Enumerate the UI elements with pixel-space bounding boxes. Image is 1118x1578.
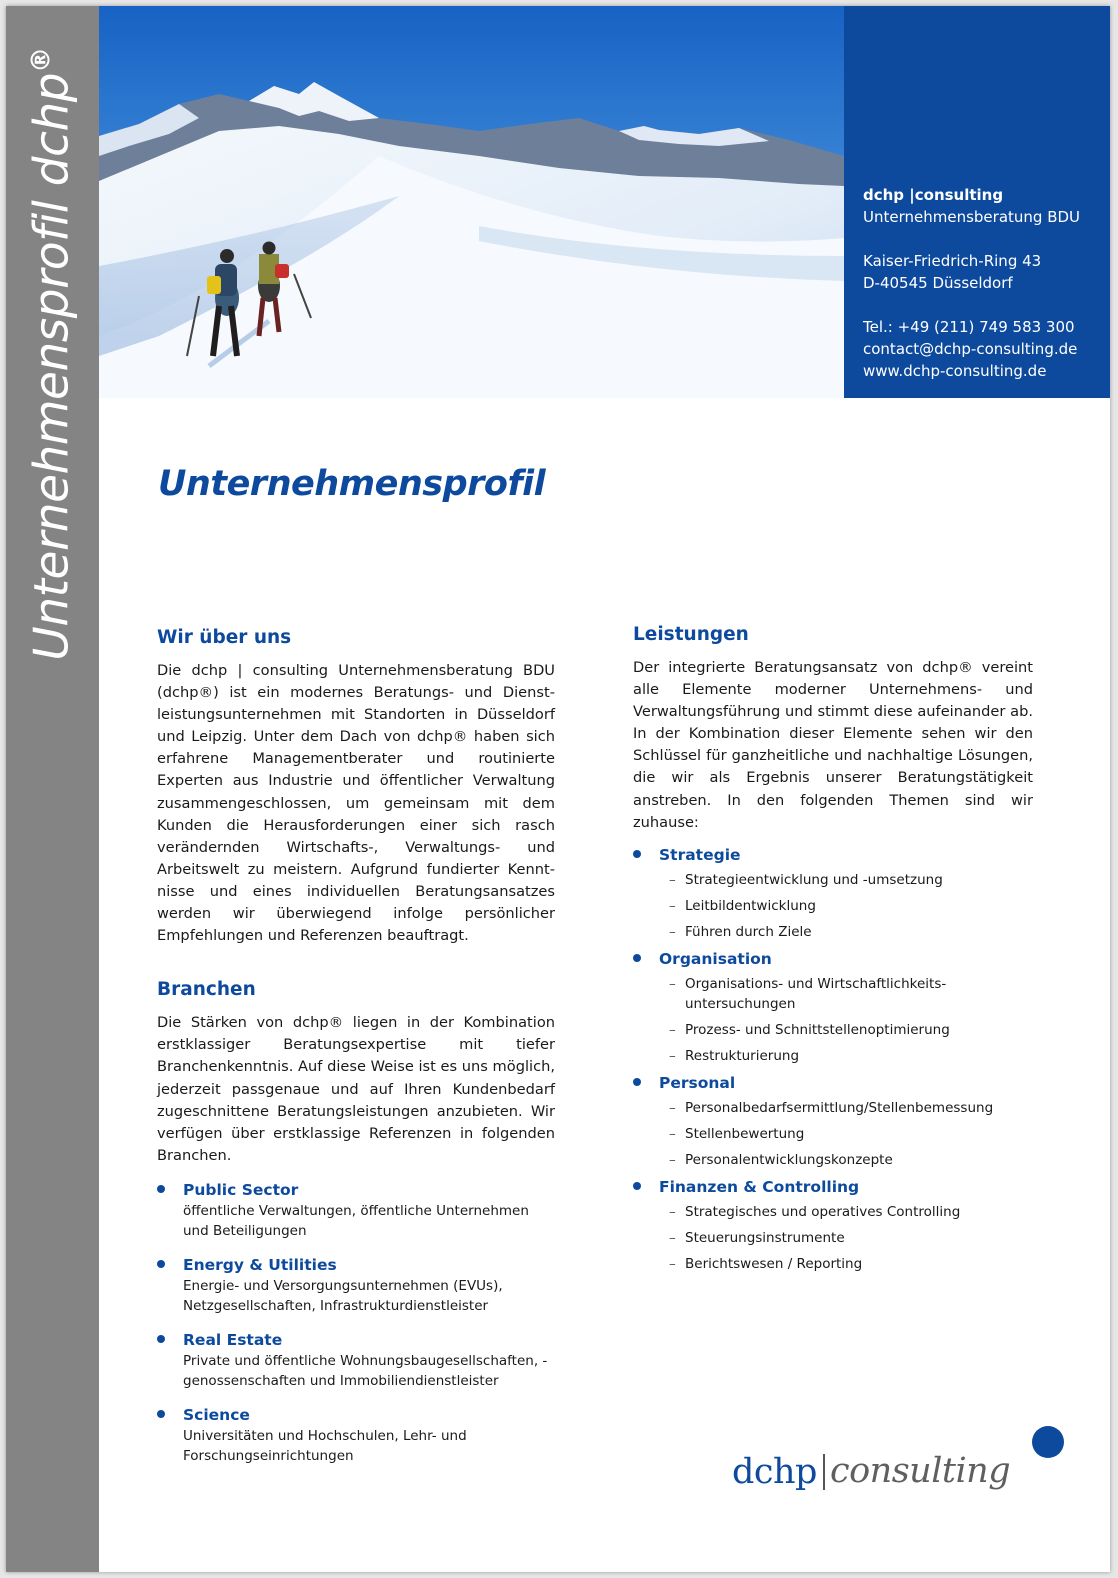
leistung-title: Finanzen & Controlling — [659, 1177, 860, 1196]
list-item — [633, 1176, 1033, 1274]
document-page — [6, 6, 1110, 1572]
sub-item: – Stellenbewertung — [669, 1125, 805, 1142]
branche-title: Public Sector — [183, 1180, 299, 1199]
leistung-title: Strategie — [659, 845, 741, 864]
logo-text-left: dchp — [732, 1452, 817, 1492]
branchen-list — [157, 1179, 555, 1466]
branchen-heading: Branchen — [157, 979, 256, 1001]
bullet-icon — [157, 1185, 165, 1193]
bullet-icon — [633, 850, 641, 858]
contact-tagline: Unternehmensberatung BDU — [863, 208, 1081, 226]
sub-item: – Leitbildentwicklung — [669, 897, 816, 914]
branche-desc: Private und öffentliche Wohnungsbaugesellschaften, -genossenschaften und Immobiliendienstleister — [183, 1352, 548, 1389]
sub-item: – Organisations- und Wirtschaftlichkeits-untersuchungen — [669, 975, 947, 1012]
sub-item: – Restrukturierung — [669, 1047, 800, 1064]
bullet-icon — [633, 1182, 641, 1190]
about-body: Die dchp | consulting Unternehmensberatung BDU (dchp®) ist ein modernes Beratungs- und Dienstleistungsunternehmen mit Standorten in Düsseldorf und Leipzig. Unter dem Dach von dchp® haben sich erfahrene Managementberater und routinierte Experten aus Industrie und öffentlicher Verwaltung zusammengeschlossen, um gemeinsam mit dem Kunden die Herausforderungen einer sich rasch verändernden Wirtschafts-, Verwaltungs- und Arbeitswelt zu meistern. Aufgrund fundierter Kenntnisse und eines individuellen Beratungsansatzes werden wir überwiegend infolge persönlicher Empfehlungen und Referenzen beauftragt. — [157, 662, 555, 945]
logo-divider — [823, 1454, 825, 1490]
leistungen-list — [633, 844, 1033, 1274]
left-column — [157, 626, 555, 1466]
branche-desc: Universitäten und Hochschulen, Lehr- und Forschungseinrichtungen — [183, 1427, 467, 1464]
bullet-icon — [633, 1078, 641, 1086]
sub-list — [659, 870, 1033, 942]
list-item — [157, 1254, 555, 1316]
sub-item: – Prozess- und Schnittstellenoptimierung — [669, 1021, 950, 1038]
sub-item: – Personalentwicklungskonzepte — [669, 1151, 893, 1168]
sub-list — [659, 974, 1033, 1066]
sub-list — [659, 1202, 1033, 1274]
about-heading: Wir über uns — [157, 627, 292, 648]
logo-text-right: consulting — [830, 1451, 1011, 1491]
page-title: Unternehmensprofil — [158, 464, 546, 504]
branche-title: Energy & Utilities — [183, 1255, 337, 1274]
side-title: Unternehmensprofil dchp® — [24, 47, 80, 661]
list-item — [157, 1179, 555, 1241]
leistung-title: Personal — [659, 1073, 736, 1092]
bullet-icon — [157, 1410, 165, 1418]
sub-item: – Strategieentwicklung und -umsetzung — [669, 871, 943, 888]
contact-city: D-40545 Düsseldorf — [863, 274, 1013, 292]
branche-title: Science — [183, 1405, 250, 1424]
list-item — [633, 1072, 1033, 1170]
sub-list — [659, 1098, 1033, 1170]
bullet-icon — [633, 954, 641, 962]
list-item — [633, 844, 1033, 942]
sub-item: – Steuerungsinstrumente — [669, 1229, 845, 1246]
list-item — [633, 948, 1033, 1066]
leistung-title: Organisation — [659, 949, 772, 968]
contact-box — [844, 6, 1110, 398]
branchen-body: Die Stärken von dchp® liegen in der Kombination erstklassiger Beratungsexpertise mit tiefer Branchenkenntnis. Auf diese Weise ist es uns möglich, jederzeit passgenaue und auf Ihren Kundenbedarf zugeschnittene Beratungsleistungen anzubieten. Wir verfügen über erstklassige Referenzen in folgenden Branchen. — [157, 1014, 555, 1164]
company-logo — [730, 1424, 1070, 1504]
bullet-icon — [157, 1260, 165, 1268]
contact-street: Kaiser-Friedrich-Ring 43 — [863, 252, 1042, 270]
contact-company: dchp |consulting — [863, 186, 1004, 204]
sub-item: – Berichtswesen / Reporting — [669, 1255, 863, 1272]
logo-dot-icon — [1032, 1426, 1064, 1458]
right-column — [633, 623, 1033, 1280]
contact-email-link[interactable]: contact@dchp-consulting.de — [863, 340, 1078, 358]
list-item — [157, 1404, 555, 1466]
contact-phone: Tel.: +49 (211) 749 583 300 — [863, 318, 1075, 336]
sub-item: – Führen durch Ziele — [669, 923, 812, 940]
branche-desc: öffentliche Verwaltungen, öffentliche Unternehmen und Beteiligungen — [183, 1202, 529, 1239]
hero-image — [99, 6, 844, 398]
leistungen-heading: Leistungen — [633, 624, 749, 645]
list-item — [157, 1329, 555, 1391]
leistungen-body: Der integrierte Beratungsansatz von dchp® vereint alle Elemente moderner Unternehmens- und Verwaltungsführung und stimmt diese aufeinander ab. In der Kombination dieser Elemente sehen wir den Schlüssel für ganzheitliche und nachhaltige Lösungen, die wir als Ergebnis unserer Beratungstätigkeit anstreben. In den folgenden Themen sind wir zuhause: — [633, 659, 1033, 831]
bullet-icon — [157, 1335, 165, 1343]
branche-title: Real Estate — [183, 1330, 283, 1349]
branche-desc: Energie- und Versorgungsunternehmen (EVUs), Netzgesellschaften, Infrastrukturdienstleister — [183, 1277, 503, 1314]
contact-web-link[interactable]: www.dchp-consulting.de — [863, 362, 1047, 380]
sub-item: – Personalbedarfsermittlung/Stellenbemessung — [669, 1099, 994, 1116]
side-band — [6, 6, 99, 1572]
sub-item: – Strategisches und operatives Controlling — [669, 1203, 961, 1220]
